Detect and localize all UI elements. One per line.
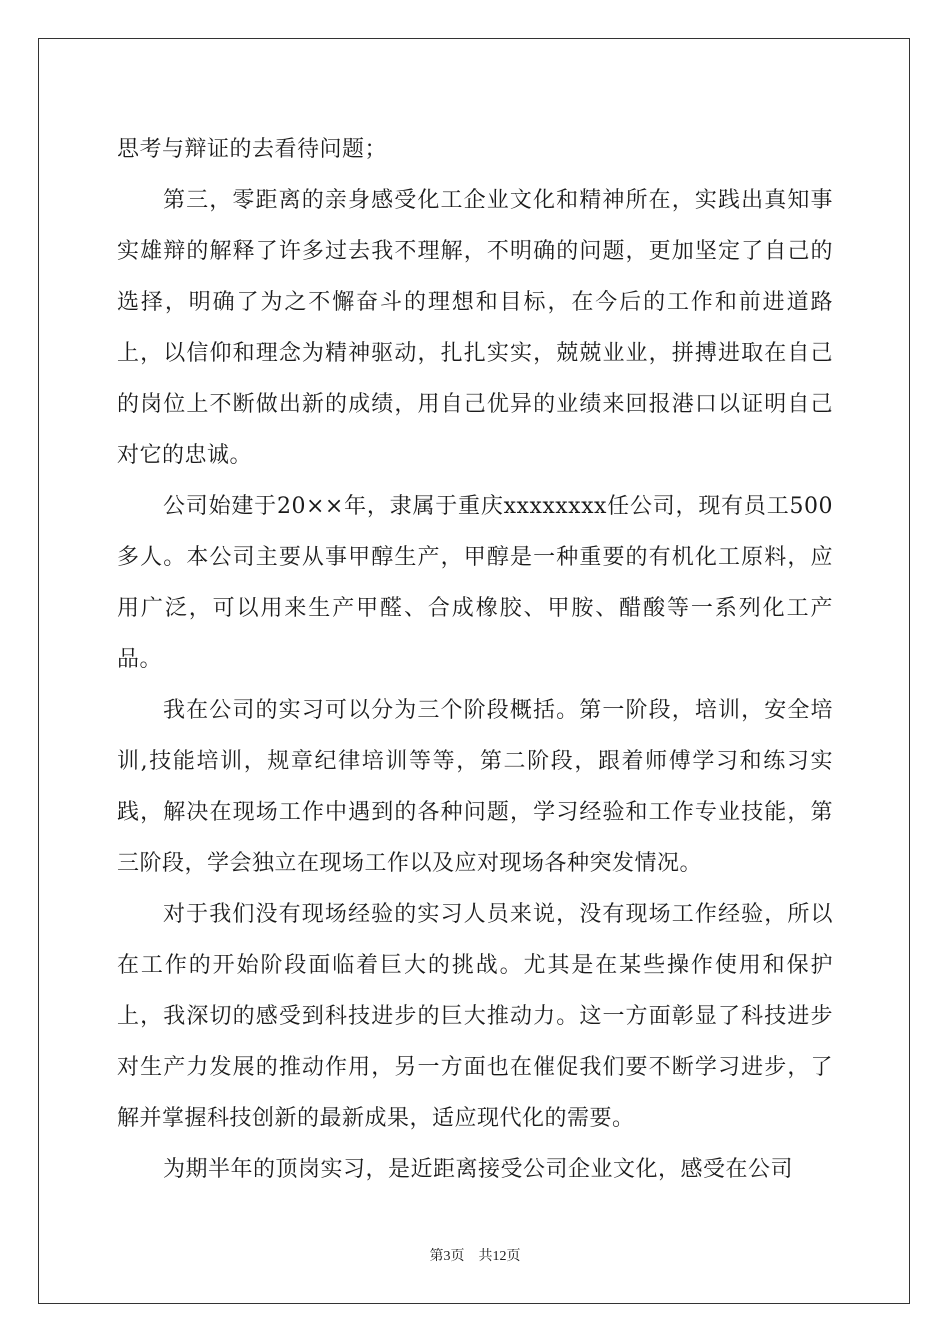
paragraph-1: 思考与辩证的去看待问题；: [117, 137, 388, 162]
paragraph-4: 我在公司的实习可以分为三个阶段概括。第一阶段，培训，安全培训,技能培训，规章纪律培训等等，第二阶段，跟着师傅学习和练习实践，解决在现场工作中遇到的各种问题，学习经验和工作专业技能，第三阶段，学会独立在现场工作以及应对现场各种突发情况。: [117, 698, 833, 876]
paragraph-5: 对于我们没有现场经验的实习人员来说，没有现场工作经验，所以在工作的开始阶段面临着巨大的挑战。尤其是在某些操作使用和保护上，我深切的感受到科技进步的巨大推动力。这一方面彰显了科技进步对生产力发展的推动作用，另一方面也在催促我们要不断学习进步，了解并掌握科技创新的最新成果，适应现代化的需要。: [117, 902, 833, 1131]
page-total: 共12页: [478, 1249, 521, 1264]
paragraph-6: 为期半年的顶岗实习，是近距离接受公司企业文化，感受在公司: [163, 1157, 794, 1182]
page-footer: [0, 1247, 950, 1267]
page-number: 第3页: [429, 1249, 465, 1264]
paragraph-2: 第三，零距离的亲身感受化工企业文化和精神所在，实践出真知事实雄辩的解释了许多过去我不理解，不明确的问题，更加坚定了自己的选择，明确了为之不懈奋斗的理想和目标，在今后的工作和前进道路上，以信仰和理念为精神驱动，扎扎实实，兢兢业业，拼搏进取在自己的岗位上不断做出新的成绩，用自己优异的业绩来回报港口以证明自己对它的忠诚。: [117, 188, 833, 468]
paragraph-3: 公司始建于20××年，隶属于重庆xxxxxxxx任公司，现有员工500多人。本公司主要从事甲醇生产，甲醇是一种重要的有机化工原料，应用广泛，可以用来生产甲醛、合成橡胶、甲胺、醋酸等一系列化工产品。: [117, 494, 833, 672]
document-body: [117, 124, 833, 1195]
